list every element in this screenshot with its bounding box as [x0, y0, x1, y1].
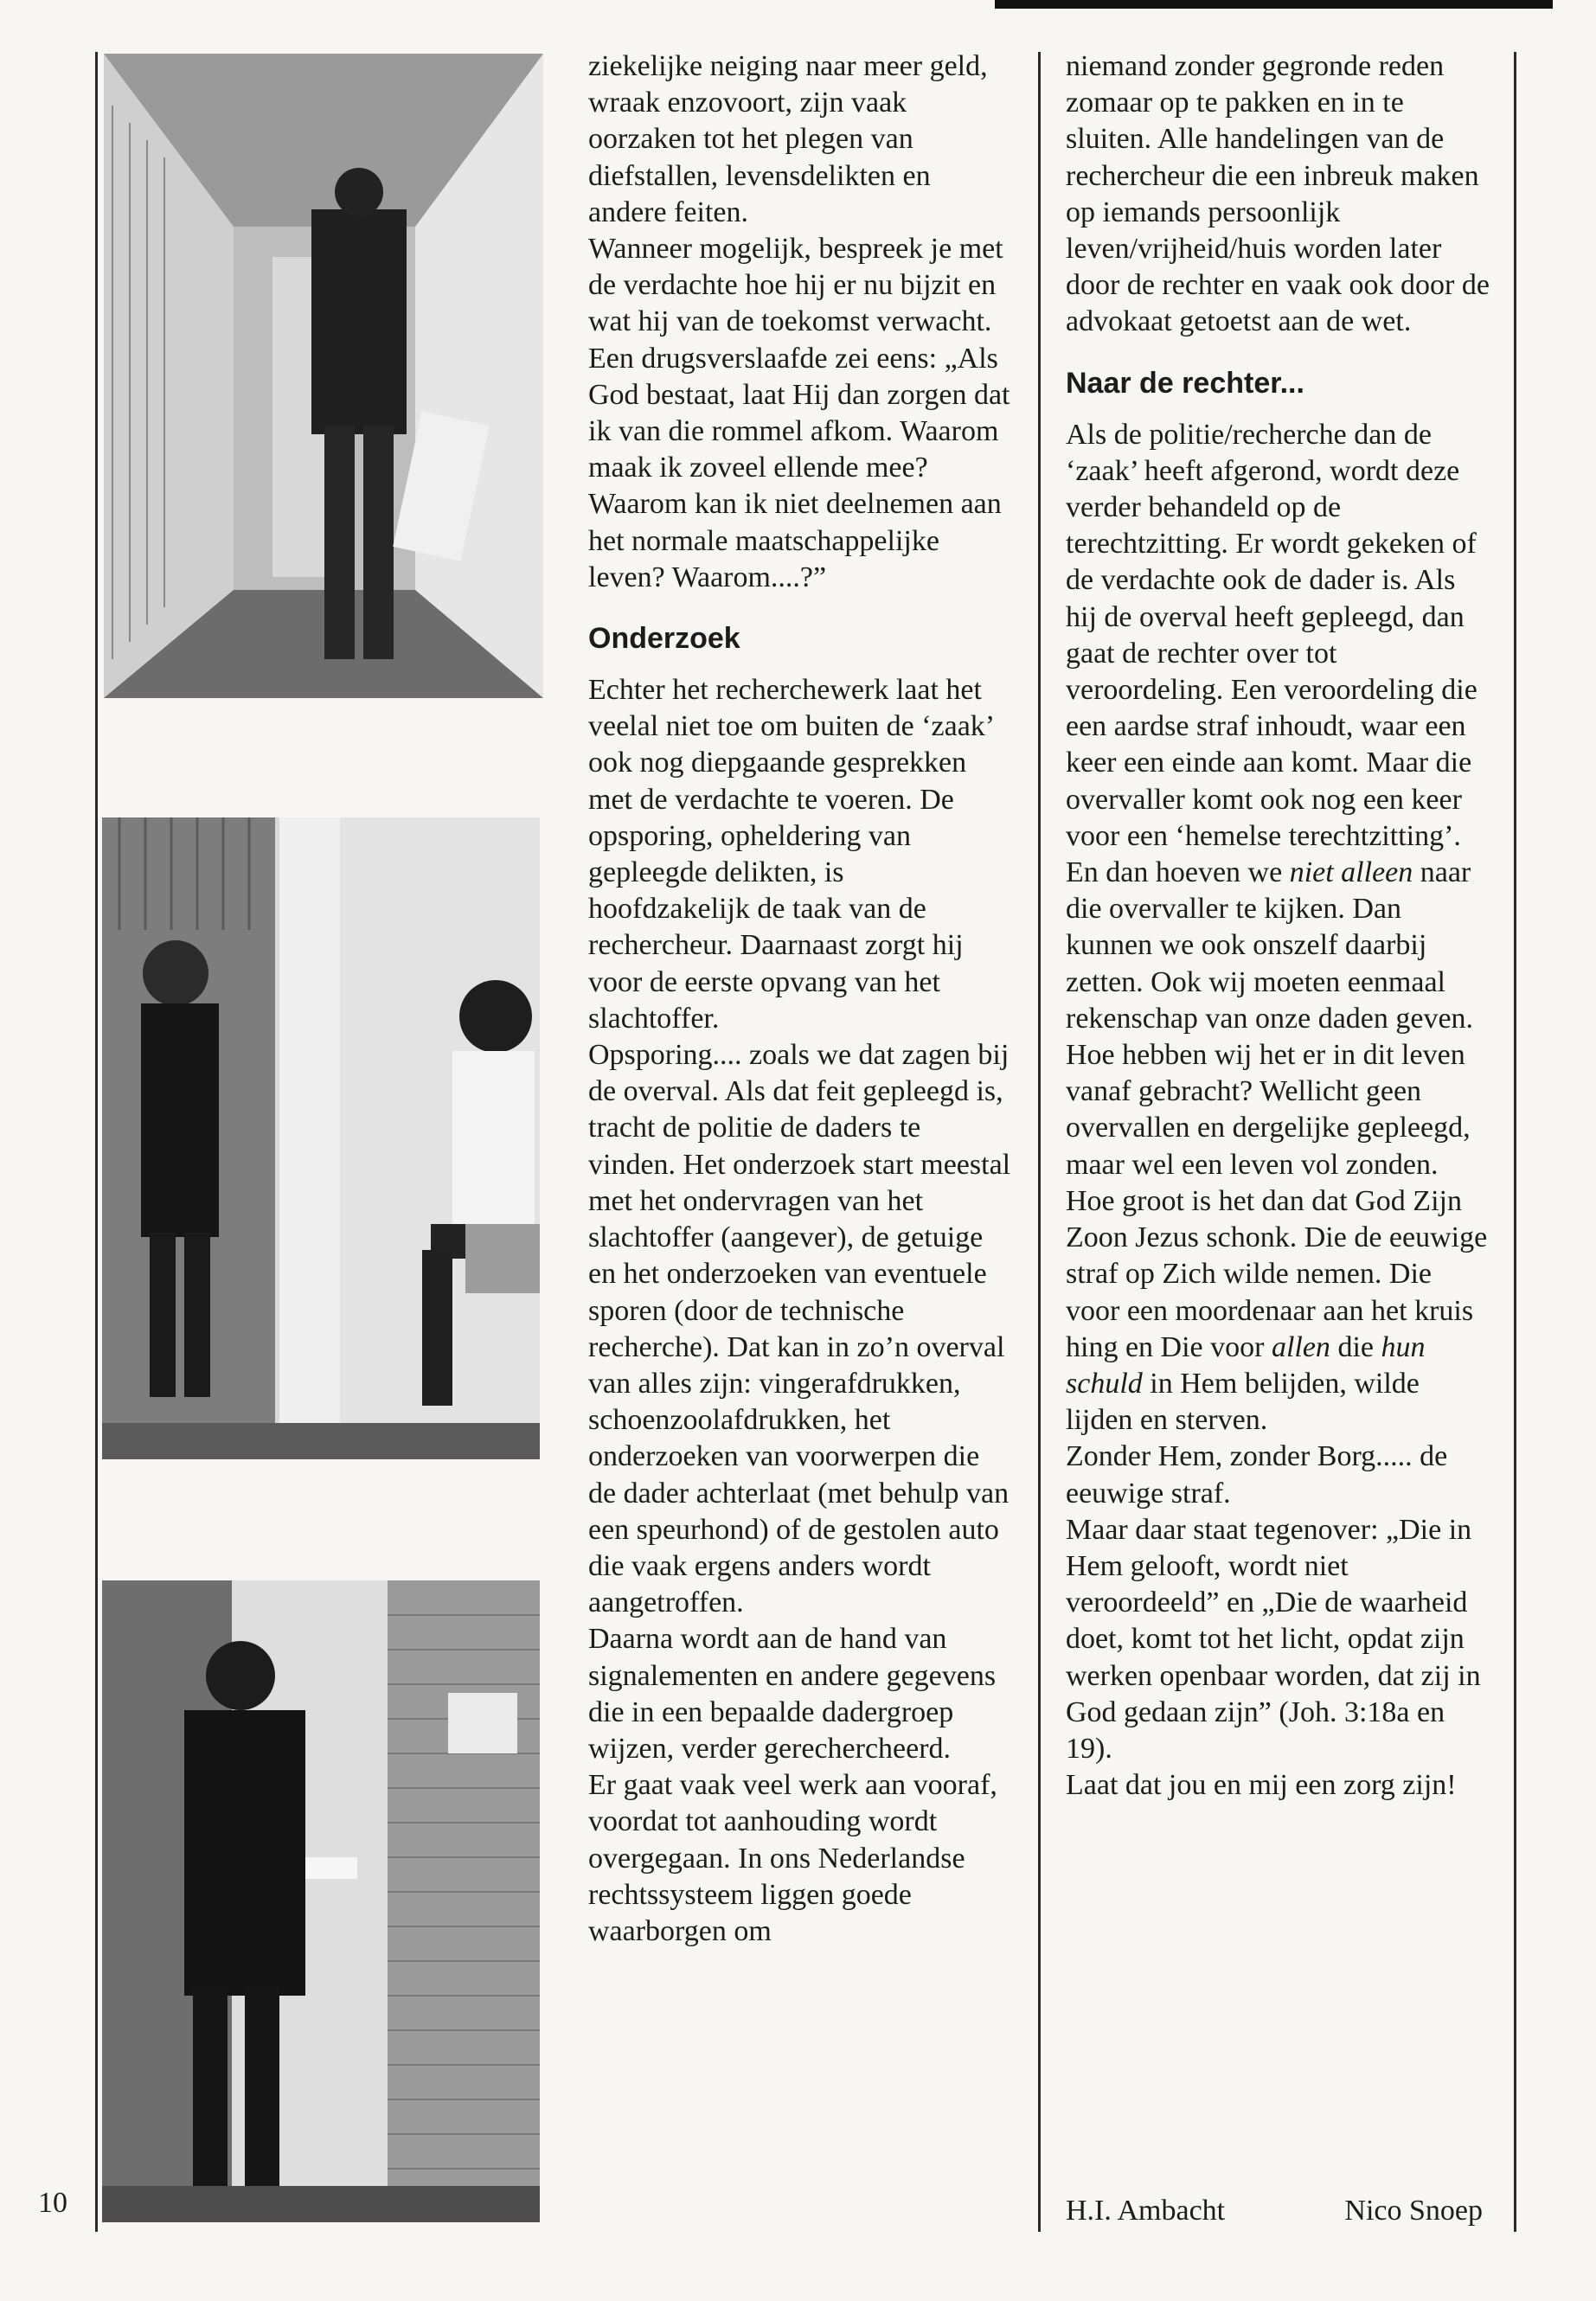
article-column-right: [1066, 48, 1490, 1804]
paragraph: Maar daar staat tegenover: „Die in Hem gelooft, wordt niet veroordeeld” en „Die de waarheid doet, komt tot het licht, opdat zijn werken openbaar worden, dat zij in God gedaan zijn” (Joh. 3:18a en 19).: [1066, 1513, 1481, 1765]
page-number: 10: [38, 2187, 67, 2219]
article-column-middle: [588, 48, 1012, 1950]
paragraph: Opsporing.... zoals we dat zagen bij de overval. Als dat feit gepleegd is, tracht de politie de daders te vinden. Het onderzoek start meestal met het ondervragen van het slachtoffer (aangever), de getuige en het onderzoeken van eventuele sporen (door de technische recherche). Dat kan in zo’n overval van alles zijn: vingerafdrukken, schoenzoolafdrukken, het onderzoeken van voorwerpen die de dader achterlaat (met behulp van een speurhond) of de gestolen auto die vaak ergens anders wordt aangetroffen.: [588, 1039, 1011, 1619]
signature-place: H.I. Ambacht: [1066, 2195, 1226, 2227]
signature: [1066, 2193, 1483, 2229]
photo-corridor-arrest: [104, 54, 543, 698]
paragraph: [1066, 417, 1490, 1037]
photo-officer-at-door: [102, 1580, 540, 2222]
emphasis: niet alleen: [1289, 856, 1413, 889]
interrogation-illustration: [102, 817, 540, 1459]
paragraph: Zonder Hem, zonder Borg..... de eeuwige straf.: [1066, 1440, 1448, 1509]
paragraph: Laat dat jou en mij een zorg zijn!: [1066, 1769, 1457, 1802]
paragraph: Hoe hebben wij het er in dit leven vanaf gebracht? Wellicht geen overvallen en dergelijke gepleegd, maar wel een leven vol zonden.: [1066, 1039, 1471, 1181]
section-heading-onderzoek: Onderzoek: [588, 622, 740, 656]
emphasis: allen: [1271, 1330, 1330, 1363]
text-run: naar die overvaller te kijken. Dan kunnen we ook onszelf daarbij zetten. Ook wij moeten eenmaal rekenschap van onze daden geven.: [1066, 856, 1474, 1035]
photo-interrogation-room: [102, 817, 540, 1459]
column-rule-middle: [1038, 52, 1041, 2232]
paragraph: Daarna wordt aan de hand van signalementen en andere gegevens die in een bepaalde dadergroep wijzen, verder gerechercheerd.: [588, 1623, 997, 1765]
officer-door-illustration: [102, 1580, 540, 2222]
corridor-illustration: [104, 54, 543, 698]
paragraph: Er gaat vaak veel werk aan vooraf, voordat tot aanhouding wordt overgegaan. In ons Nederlandse rechtssysteem liggen goede waarborgen om: [588, 1769, 997, 1947]
emphasis: hun schuld: [1066, 1330, 1426, 1400]
text-run: in Hem belijden, wilde lijden en sterven.: [1066, 1367, 1420, 1437]
column-rule-left: [95, 52, 98, 2232]
column-rule-right: [1514, 52, 1516, 2232]
section-heading-naar-de-rechter: Naar de rechter...: [1066, 366, 1304, 400]
text-run: Als de politie/recherche dan de ‘zaak’ heeft afgerond, wordt deze verder behandeld op de terechtzitting. Er wordt gekeken of de verdachte ook de dader is. Als hij de overval heeft gepleegd, dan gaat de rechter over tot veroordeling. Een veroordeling die een aardse straf inhoudt, waar een keer een einde aan komt. Maar die overvaller komt ook nog een keer voor een ‘hemelse terechtzitting’. En dan hoeven we: [1066, 418, 1477, 889]
paragraph: ziekelijke neiging naar meer geld, wraak enzovoort, zijn vaak oorzaken tot het plegen van diefstallen, levensdelikten en andere feiten.: [588, 50, 988, 228]
signature-author: Nico Snoep: [1344, 2195, 1483, 2227]
paragraph: [1066, 1183, 1490, 1439]
paragraph: niemand zonder gegronde reden zomaar op te pakken en in te sluiten. Alle handelingen van de rechercheur die een inbreuk maken op iemands persoonlijk leven/vrijheid/huis worden later door de rechter en vaak ook door de advokaat getoetst aan de wet.: [1066, 50, 1490, 338]
paragraph: Echter het recherchewerk laat het veelal niet toe om buiten de ‘zaak’ ook nog diepgaande gesprekken met de verdachte te voeren. De opsporing, opheldering van gepleegde delikten, is hoofdzakelijk de taak van de rechercheur. Daarnaast zorgt hij voor de eerste opvang van het slachtoffer.: [588, 674, 993, 1035]
top-rule: [995, 0, 1553, 9]
text-run: Hoe groot is het dan dat God Zijn Zoon Jezus schonk. Die de eeuwige straf op Zich wilde nemen. Die voor een moordenaar aan het kruis hing en Die voor: [1066, 1184, 1488, 1363]
paragraph: Wanneer mogelijk, bespreek je met de verdachte hoe hij er nu bijzit en wat hij van de toekomst verwacht. Een drugsverslaafde zei eens: „Als God bestaat, laat Hij dan zorgen dat ik van die rommel afkom. Waarom maak ik zoveel ellende mee? Waarom kan ik niet deelnemen aan het normale maatschappelijke leven? Waarom....?”: [588, 233, 1010, 593]
text-run: die: [1337, 1330, 1374, 1363]
